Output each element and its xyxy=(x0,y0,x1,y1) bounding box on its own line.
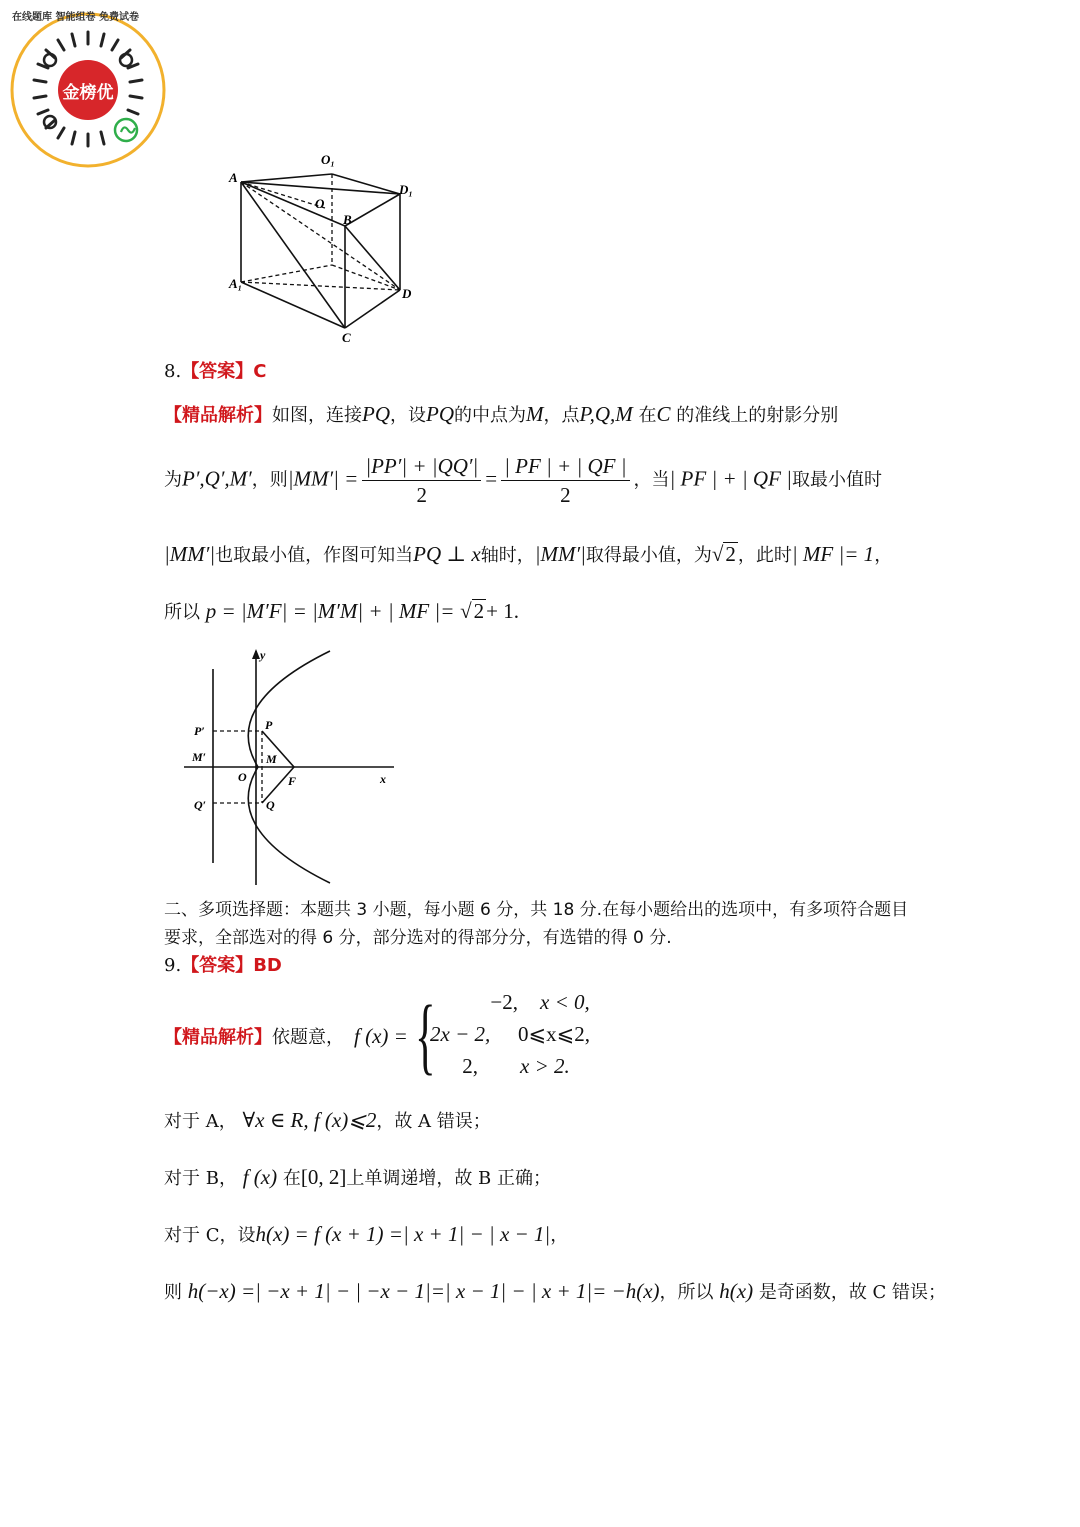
text: 对于 B， xyxy=(164,1168,237,1189)
math: + 1 xyxy=(486,599,514,623)
math: PQ xyxy=(362,402,390,426)
text: ，故 A 错误； xyxy=(376,1111,491,1132)
label-m: M xyxy=(266,752,277,766)
q9-number: 9. xyxy=(164,955,182,976)
math: . xyxy=(513,599,519,623)
q9-analysis-tag: 【精品解析】 xyxy=(164,1027,272,1048)
sqrt-symbol: √ xyxy=(460,599,472,623)
math: PQ xyxy=(426,402,454,426)
text: 是奇函数，故 C 错误； xyxy=(758,1282,947,1303)
text: ， xyxy=(874,545,893,566)
text: 也取最小值，作图可知当 xyxy=(215,545,414,566)
brand-logo xyxy=(8,10,168,170)
q8-analysis-line-1 xyxy=(164,400,838,430)
q9-answer: BD xyxy=(253,955,282,976)
sqrt-radicand: 2 xyxy=(473,599,485,623)
q8-answer-line xyxy=(164,358,266,386)
label-x: x xyxy=(380,772,386,786)
text: 在 xyxy=(282,1168,301,1189)
piece-cond: x > 2. xyxy=(520,1054,570,1078)
brand-name: 金榜优 xyxy=(62,83,114,103)
label-q-prime: Q′ xyxy=(194,798,207,812)
label-a1: A₁ xyxy=(229,276,243,291)
piece-row xyxy=(438,990,590,1015)
math: h(x) = f (x + 1) =| x + 1| − | x − 1| xyxy=(255,1222,551,1246)
piece-cond: 0⩽x⩽2, xyxy=(518,1022,590,1046)
q8-number: 8. xyxy=(164,361,182,382)
text: ，点 xyxy=(543,405,580,426)
text: 轴时， xyxy=(480,545,535,566)
math: | MF |= 1 xyxy=(791,542,875,566)
text: ， xyxy=(550,1225,569,1246)
numerator: |PP′| + |QQ′| xyxy=(362,452,481,481)
q9-analysis-intro xyxy=(164,1022,408,1052)
label-p-prime: P′ xyxy=(194,724,205,738)
math: | PF | + | QF | xyxy=(669,466,792,491)
piece-expr: −2, xyxy=(490,990,518,1014)
label-f: F xyxy=(288,774,297,788)
math: f (x) = xyxy=(354,1024,408,1048)
label-p: P xyxy=(265,718,273,732)
label-d1: D₁ xyxy=(399,182,413,197)
math: |MM′| xyxy=(164,542,216,566)
q9-option-a xyxy=(164,1106,491,1136)
denominator: 2 xyxy=(560,483,571,507)
fraction xyxy=(362,452,481,509)
sqrt-symbol: √ xyxy=(711,542,724,566)
text: ，当 xyxy=(633,469,670,491)
math: M xyxy=(526,402,544,426)
math: h(−x) =| −x + 1| − | −x − 1|=| x − 1| − | x + 1|= −h(x) xyxy=(187,1279,660,1303)
q9-option-b xyxy=(164,1163,551,1193)
text: 的准线上的射影分别 xyxy=(676,405,839,426)
label-c: C xyxy=(342,330,351,345)
text: 如图，连接 xyxy=(272,405,362,426)
qr-code-badge xyxy=(8,10,168,170)
math: P′,Q′,M′ xyxy=(182,466,252,491)
text: 对于 C，设 xyxy=(164,1225,256,1246)
q9-option-c xyxy=(164,1220,568,1250)
text: ，设 xyxy=(390,405,426,426)
math: PQ ⊥ x xyxy=(413,542,481,566)
text: 取得最小值，为 xyxy=(585,545,712,566)
text: 的中点为 xyxy=(454,405,526,426)
logo-arc-text: 在线题库 智能组卷 免费试卷 xyxy=(12,12,139,23)
piece-row xyxy=(438,1054,570,1079)
label-q: Q xyxy=(266,798,275,812)
label-m-prime: M′ xyxy=(192,750,207,764)
text: 则 xyxy=(164,1282,182,1303)
q8-answer: C xyxy=(253,361,267,382)
label-o1: O₁ xyxy=(321,152,335,167)
piece-expr: 2, xyxy=(462,1054,478,1078)
q8-analysis-line-3 xyxy=(164,540,892,570)
q8-analysis-line-4 xyxy=(164,597,519,627)
label-o: O xyxy=(315,196,325,211)
math: ∀x ∈ R, f (x)⩽2 xyxy=(242,1108,377,1132)
label-a: A xyxy=(229,170,238,185)
cube-figure xyxy=(225,150,425,345)
text: 上单调递增，故 B 正确； xyxy=(346,1168,551,1189)
text: 所以 xyxy=(164,602,200,623)
parabola-figure xyxy=(180,645,420,890)
q8-analysis-line-2 xyxy=(164,452,882,509)
text: ，此时 xyxy=(737,545,792,566)
sqrt-radicand: 2 xyxy=(725,542,736,566)
q8-analysis-tag: 【精品解析】 xyxy=(164,405,272,426)
math: |MM′| = xyxy=(287,466,359,491)
text: 依题意， xyxy=(272,1027,344,1048)
q9-answer-tag: 【答案】 xyxy=(181,955,254,976)
piece-row xyxy=(430,1022,590,1047)
q9-option-c-continued xyxy=(164,1277,946,1307)
label-b: B xyxy=(343,212,352,227)
math: P,Q,M xyxy=(579,402,633,426)
text: ，所以 xyxy=(659,1282,714,1303)
numerator: | PF | + | QF | xyxy=(501,452,629,481)
math: h(x) xyxy=(719,1279,754,1303)
text: 在 xyxy=(638,405,657,426)
math: |MM′| xyxy=(534,542,586,566)
piece-cond: x < 0, xyxy=(540,990,590,1014)
label-d: D xyxy=(402,286,412,301)
text: ，则 xyxy=(251,469,288,491)
text: 对于 A， xyxy=(164,1111,237,1132)
q8-answer-tag: 【答案】 xyxy=(181,361,254,382)
q9-answer-line xyxy=(164,952,282,980)
section-2-heading: 二、多项选择题：本题共 3 小题，每小题 6 分，共 18 分.在每小题给出的选项中，有多项符合题目要求，全部选对的得 6 分，部分选对的得部分分，有选错的得 0 分. xyxy=(164,900,909,948)
math: f (x) xyxy=(242,1165,278,1189)
math: p = |M′F| = |M′M| + | MF |= xyxy=(205,599,455,623)
math: [0, 2] xyxy=(300,1165,347,1189)
label-o: O xyxy=(238,770,247,784)
text: 为 xyxy=(164,469,182,491)
piece-expr: 2x − 2, xyxy=(430,1022,491,1046)
piecewise-brace: { xyxy=(415,987,436,1083)
label-y: y xyxy=(260,648,266,662)
fraction xyxy=(501,452,629,509)
denominator: 2 xyxy=(416,483,428,507)
math: C xyxy=(656,402,671,426)
text: 取最小值时 xyxy=(791,469,882,491)
math: = xyxy=(485,466,498,491)
